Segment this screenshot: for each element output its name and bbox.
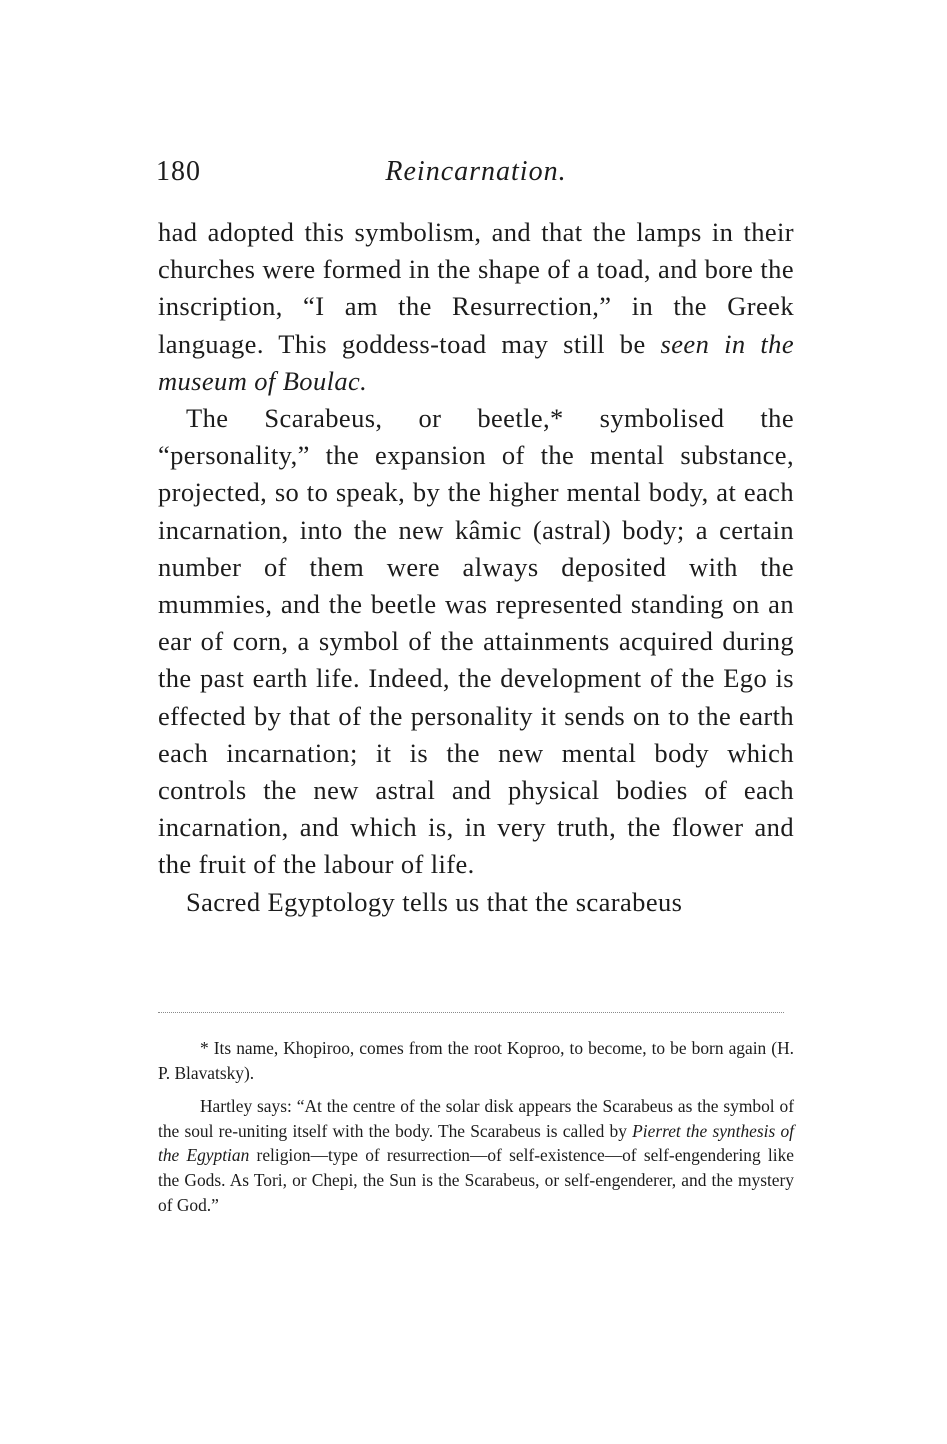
footnote-name: * Its name, Khopiroo, comes from the root Koproo, to become, to be born again (H. P. Blavatsky). bbox=[158, 1038, 794, 1083]
paragraph-continued bbox=[158, 214, 794, 400]
paragraph-scarabeus: The Scarabeus, or beetle,* symbolised the “personality,” the expansion of the mental substance, projected, so to speak, by the higher mental body, at each incarnation, into the new kâmic (astral) body; a certain number of them were always deposited with the mummies, and the beetle was represented standing on an ear of corn, a symbol of the attainments acquired during the past earth life. Indeed, the development of the Ego is effected by that of the personality it sends on to the earth each incarnation; it is the new mental body which controls the new astral and physical bodies of each incarnation, and which is, in very truth, the flower and the fruit of the labour of life. bbox=[158, 403, 794, 880]
paragraph-continued-italic: seen in the museum of Boulac. bbox=[158, 328, 794, 396]
paragraph-continued-text: had adopted this symbolism, and that the lamps in their churches were formed in the shape of a toad, and bore the inscription, “I am the Resurrection,” in the Greek language. This goddess-toad may still be bbox=[158, 217, 794, 359]
main-text bbox=[158, 214, 794, 921]
page-number: 180 bbox=[156, 156, 201, 187]
footnote-rule bbox=[158, 1012, 784, 1013]
footnotes bbox=[158, 1036, 794, 1217]
footnote-hartley bbox=[158, 1094, 794, 1217]
page-header bbox=[156, 156, 796, 196]
footnote-hartley-text: Hartley says: “At the centre of the solar disk appears the Scarabeus as the symbol of the soul re-uniting itself with the body. The Scarabeus is called by bbox=[158, 1096, 794, 1141]
running-title: Reincarnation. bbox=[385, 156, 567, 187]
paragraph-egyptology: Sacred Egyptology tells us that the scarabeus bbox=[186, 886, 683, 917]
footnote-hartley-italic: Pierret the synthesis of the Egyptian bbox=[158, 1120, 794, 1166]
footnote-hartley-text-end: religion—type of resurrection—of self-existence—of self-engendering like the Gods. As Tori, or Chepi, the Sun is the Scarabeus, or self-engenderer, and the mystery of God.” bbox=[158, 1145, 794, 1215]
